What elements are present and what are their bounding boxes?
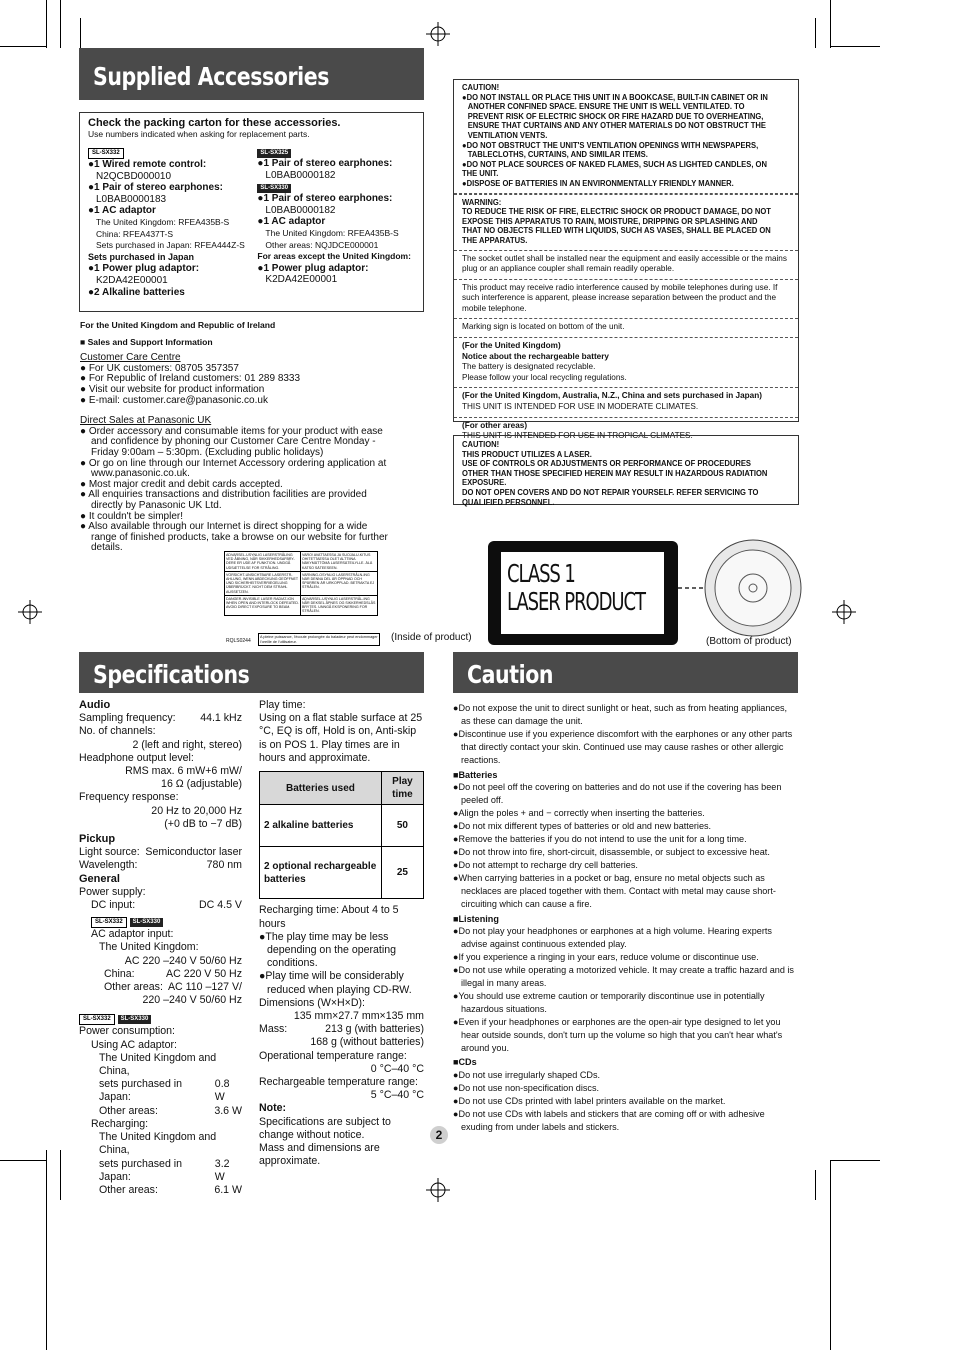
list-item[interactable]: ● E-mail: customer.care@panasonic.co.uk: [80, 394, 268, 406]
label-cell: ADVARSEL-USYNLIG LASERSTRÅL-ING NÅR DEKSEL ÅPNES OG SIKKERHEDSLÅS BRYTES. UNNGÅ EKSPONERING FOR STRÅLEN.: [302, 596, 376, 614]
accessory-code: L0BAB0000183: [96, 193, 167, 205]
accessory-label: ●2 Alkaline batteries: [88, 286, 185, 298]
table-header: Batteries used: [260, 772, 382, 805]
list-item: ● For UK customers: 08705 357357: [80, 362, 239, 374]
spec-label: Rechargeable temperature range:: [259, 1076, 419, 1089]
specs-audio-heading: Audio: [79, 699, 111, 711]
list-item: ●Do not play your headphones or earphones at a high volume. Hearing experts advise against continuous extended play.: [453, 926, 772, 950]
spec-label: Sampling frequency:: [79, 712, 176, 725]
radio-notice: This product may receive radio interference caused by mobile telephones during use. If such interference is apparent, please increase separation between the product and the mobile telephone.: [454, 280, 798, 320]
other-head: (For other areas): [462, 420, 528, 430]
laser-caution-text: THIS PRODUCT UTILIZES A LASER.: [462, 449, 592, 459]
spec-value: 44.1 kHz: [200, 712, 242, 725]
spec-value: 3.6 W: [214, 1104, 242, 1117]
tropical-text: THIS UNIT IS INTENDED FOR USE IN TROPICAL CLIMATES.: [462, 431, 693, 441]
support-heading: ■ Sales and Support Information: [80, 336, 213, 347]
list-item: ● All enquiries transactions and distribution facilities are provided directly by Panasonic UK Ltd.: [80, 489, 367, 511]
list-item: ●When carrying batteries in a pocket or bag, ensure no metal objects such as necklaces are placed together with them. Contact with metal may cause short-circuiting which can cause a fire.: [453, 872, 776, 909]
accessories-title: Supplied Accessories: [79, 48, 424, 100]
cds-heading: ■CDs: [453, 1057, 477, 1068]
spec-label: No. of channels:: [79, 725, 156, 738]
list-item: ●Do not use non-specification discs.: [453, 1083, 600, 1094]
list-item: ● Visit our website for product information: [80, 383, 265, 395]
note-heading: Note:: [259, 1102, 287, 1115]
play-time-table: [259, 771, 424, 899]
spec-label: China:: [104, 967, 135, 980]
uk-support-section: [80, 320, 390, 554]
laser-class-text: CLASS 1: [507, 559, 575, 588]
accessories-left-column: [88, 146, 257, 298]
model-tag: SL-SX332: [79, 1014, 115, 1025]
check-subtitle: Use numbers indicated when asking for replacement parts.: [88, 129, 310, 139]
accessory-code: L0BAB0000182: [265, 204, 336, 216]
uk-heading: For the United Kingdom and Republic of Ireland: [80, 320, 276, 330]
table-header: Play time: [381, 772, 423, 805]
spec-value: 168 g (without batteries): [310, 1036, 424, 1049]
accessory-label: ●1 Wired remote control:: [88, 159, 207, 170]
note-text: Specifications are subject to change without notice.: [259, 1115, 391, 1141]
spec-value: 6.1 W: [214, 1183, 242, 1196]
spec-label: Light source:: [79, 846, 140, 859]
spec-value: DC 4.5 V: [199, 899, 242, 912]
spec-label: Power supply:: [79, 885, 146, 898]
recharge-text: Please follow your local recycling regulations.: [462, 372, 627, 382]
spec-label: Other areas:: [99, 1183, 158, 1196]
list-item: ● For Republic of Ireland customers: 01 289 8333: [80, 373, 301, 385]
batteries-heading: ■Batteries: [453, 769, 498, 780]
label-cell: VARO! AVATTAESSA JA SUOJALU-KITUS OHITETTAESSA OLET ALTTIINA NÄKYMÄTTÖMÄ LASERSÄTEILYLLE. ÄLÄ KATSO SÄTEESEEN.: [301, 552, 377, 572]
spec-value: AC 110 –127 V/: [167, 981, 242, 994]
accessory-region: For areas except the United Kingdom:: [257, 251, 411, 262]
spec-value: 20 Hz to 20,000 Hz: [151, 804, 242, 817]
spec-value: Semiconductor laser: [145, 846, 242, 859]
label-cell: ADVARSEL-USYNLIG LASERSTRÅLING VED ÅBNING, NÅR SIKKERHEDSAFBRY-DERE ER UDE AF FUNKTION. UNDGÅ UDSÆTTELSE FOR STRÅLING.: [225, 552, 301, 572]
model-tag: SL-SX325: [257, 149, 291, 158]
accessory-label: ●1 Pair of stereo earphones:: [88, 182, 223, 194]
bottom-of-product-caption: (Bottom of product): [706, 636, 792, 647]
table-row: [260, 805, 424, 847]
accessory-code: K2DA42E00001: [265, 274, 338, 286]
spec-value: RMS max. 6 mW+6 mW/: [125, 765, 242, 778]
accessory-code: Other areas: NQJDCE000001: [265, 239, 379, 250]
accessory-code: K2DA42E00001: [96, 274, 168, 286]
page-number: 2: [430, 1126, 448, 1144]
label-code: RQLS0244: [226, 638, 251, 644]
laser-caution-title: CAUTION!: [462, 440, 500, 449]
laser-product-text: LASER PRODUCT: [507, 587, 645, 616]
note-text: Mass and dimensions are approximate.: [259, 1142, 380, 1168]
accessories-box: [79, 112, 424, 312]
list-item: ●Do not attempt to recharge dry cell batteries.: [453, 859, 638, 870]
spec-label: DC input:: [91, 899, 136, 912]
spec-value: 0 °C–40 °C: [370, 1062, 424, 1075]
list-item[interactable]: ● Or go on line through our Internet Accessory ordering application at www.panasonic.co.uk.: [80, 457, 387, 480]
accessory-label: ●1 AC adaptor: [88, 205, 156, 217]
list-item: ●Remove the batteries if you do not intend to use the unit for a long time.: [453, 834, 747, 845]
accessory-label: ●1 AC adaptor: [257, 216, 326, 228]
list-item: ●Align the poles + and − correctly when inserting the batteries.: [453, 808, 705, 819]
specs-left-column: [79, 699, 242, 1197]
warning-text: TO REDUCE THE RISK OF FIRE, ELECTRIC SHOCK OR PRODUCT DAMAGE, DO NOT EXPOSE THIS APPARATUS TO RAIN, MOISTURE, DRIPPING OR SPLASHING AND THAT NO OBJECTS FILLED WITH LIQUIDS, SUCH AS VASES, SHALL BE PLACED ON THE APPARATUS.: [462, 207, 771, 245]
accessory-code: L0BAB0000182: [265, 169, 336, 181]
warning-title: WARNING:: [462, 197, 502, 207]
recharge-text: The battery is designated recyclable.: [462, 362, 596, 372]
model-tag: SL-SX330: [118, 1015, 152, 1024]
care-centre-heading: Customer Care Centre: [80, 352, 181, 364]
spec-label: Using AC adaptor:: [91, 1038, 177, 1051]
list-item: ●Do not mix different types of batteries or old and new batteries.: [453, 821, 712, 832]
spec-label: Headphone output level:: [79, 751, 194, 764]
check-title: Check the packing carton for these accessories.: [88, 117, 341, 129]
list-item: ● Order accessory and consumable items for your product with ease and confidence by phoning our Customer Care Centre Monday - Friday 9:00am – 5:30pm. (Excluding public holidays): [80, 425, 383, 458]
spec-value: 213 g (with batteries): [325, 1023, 424, 1036]
list-item: ●Discontinue use if you experience discomfort with the earphones or any other parts that directly contact your skin. Continued use may cause rashes or other allergic reactions.: [453, 728, 793, 765]
specs-general-heading: General: [79, 872, 120, 885]
laser-warning-label: [224, 551, 378, 616]
uk-head: (For the United Kingdom): [462, 341, 561, 351]
caution-item: ●DISPOSE OF BATTERIES IN AN ENVIRONMENTALLY FRIENDLY MANNER.: [462, 178, 734, 188]
list-item: ●Do not peel off the covering on batteries and do not use if the covering has been peeled off.: [453, 782, 782, 806]
recharge-note: ●The play time may be less depending on the operating conditions.: [259, 930, 397, 970]
spec-value: 135 mm×27.7 mm×135 mm: [293, 1010, 424, 1023]
caution-title: CAUTION!: [462, 83, 500, 92]
listening-heading: ■Listening: [453, 913, 499, 924]
caution-item: ●DO NOT OBSTRUCT THE UNIT'S VENTILATION OPENINGS WITH NEWSPAPERS, TABLECLOTHS, CURTAINS, AND SIMILAR ITEMS.: [462, 140, 759, 160]
table-cell: 25: [381, 847, 423, 899]
label-cell: VORSICHT-UNSICHTBARE LASERSTR-AHLUNG, WENN ABDECKUNG GEÖFFNET UND SICHERHEITSVERRIEGELUNG ÜBERBRÜCKT. NICHT DEM STRAHL AUSSETZEN.: [225, 572, 301, 596]
class1-laser-label: [488, 541, 678, 645]
spec-label: Frequency response:: [79, 791, 179, 804]
caution-item: ●DO NOT PLACE SOURCES OF NAKED FLAMES, SUCH AS LIGHTED CANDLES, ON THE UNIT.: [462, 159, 767, 179]
recharge-title: Notice about the rechargeable battery: [462, 351, 609, 361]
laser-caution-text: DO NOT OPEN COVERS AND DO NOT REPAIR YOURSELF. REFER SERVICING TO QUALIFIED PERSONNEL.: [462, 487, 759, 507]
socket-notice: The socket outlet shall be installed near the equipment and easily accessible or the mains plug or an appliance coupler shall remain readily operable.: [454, 251, 798, 280]
list-item: ●Do not use irregularly shaped CDs.: [453, 1070, 601, 1081]
recharge-time: Recharging time: About 4 to 5 hours: [259, 904, 399, 930]
inside-of-product-caption: (Inside of product): [391, 632, 472, 643]
moderate-head: (For the United Kingdom, Australia, N.Z., China and sets purchased in Japan): [462, 391, 762, 401]
model-tag: SL-SX332: [88, 148, 124, 159]
caution-title: Caution: [453, 652, 798, 693]
spec-value: AC 220 V 50 Hz: [166, 967, 242, 980]
list-item: ●Do not use while operating a motorized vehicle. It may create a traffic hazard and is illegal in many areas.: [453, 965, 794, 989]
list-item: ●You should use extreme caution or temporarily discontinue use in potentially hazardous situations.: [453, 990, 765, 1014]
specifications-title: Specifications: [79, 652, 424, 693]
spec-label: Other areas:: [99, 1104, 158, 1117]
list-item: ● Also available through our Internet is direct shopping for a wide range of finished products, take a browse on our website for further details.: [80, 521, 388, 554]
list-item: ● Most major credit and debit cards accepted.: [80, 478, 283, 490]
spec-label: AC adaptor input:: [91, 928, 174, 941]
registration-mark-top: [426, 22, 450, 46]
marking-notice: Marking sign is located on bottom of the unit.: [454, 319, 798, 338]
label-cell: DANGER-INVISIBLE LASER RADIAT-ION WHEN OPEN AND INTERLOCK DEFEATED. AVOID DIRECT EXPOSURE TO BEAM.: [225, 596, 301, 615]
spec-label: Recharging:: [91, 1117, 149, 1130]
accessory-label: ●1 Power plug adaptor:: [88, 263, 200, 275]
spec-label: The United Kingdom:: [99, 941, 199, 954]
list-item: ●Do not use CDs with labels and stickers that are coming off or with adhesive exuding from under labels and stickers.: [453, 1109, 765, 1132]
model-tag: SL-SX330: [130, 918, 164, 927]
spec-label: Mass:: [259, 1023, 288, 1036]
accessory-code: The United Kingdom: RFEA435B-S: [265, 227, 399, 238]
specs-right-column: [259, 699, 424, 1168]
list-item: ●Do not expose the unit to direct sunlight or heat, such as from heating appliances, as these can damage the unit.: [453, 703, 788, 726]
spec-label: Play time:: [259, 699, 306, 711]
spec-label: Other areas:: [104, 981, 163, 994]
spec-value: AC 220 –240 V 50/60 Hz: [124, 954, 242, 967]
table-cell: 50: [381, 805, 423, 847]
spec-label: Operational temperature range:: [259, 1049, 407, 1062]
recharge-note: ●Play time will be considerably reduced when playing CD-RW.: [259, 970, 412, 996]
direct-sales-heading: Direct Sales at Panasonic UK: [80, 415, 212, 427]
label-cell: VARNING-OSYNLIG LASERSTRÅLN-ING NÄR DENNA DEL ÄR ÖPPNAD OCH SPÄRREN ÄR URKOPPLAD. BETRAKTA EJ STRÅLEN.: [301, 572, 377, 596]
list-item: ●Do not use CDs printed with label printers available on the market.: [453, 1096, 726, 1107]
registration-mark-left: [18, 600, 42, 624]
disc-drawing-icon: [678, 538, 804, 638]
label-french: A pleine puissance, l'écoute prolongée du baladeur peut endommager l'oreille de l'utilisateur.: [258, 633, 380, 646]
spec-label: Wavelength:: [79, 859, 138, 872]
spec-value: 2 (left and right, stereo): [132, 738, 242, 751]
registration-mark-right: [832, 600, 856, 624]
spec-label: Power consumption:: [79, 1025, 175, 1038]
spec-label: sets purchased in Japan:: [99, 1078, 183, 1104]
accessory-code: N2QCBD000010: [96, 170, 172, 182]
moderate-text: THIS UNIT IS INTENDED FOR USE IN MODERATE CLIMATES.: [462, 402, 699, 412]
spec-label: The United Kingdom and China,: [99, 1051, 217, 1078]
accessory-region: Sets purchased in Japan: [88, 251, 195, 262]
spec-value: (+0 dB to −7 dB): [164, 817, 242, 830]
caution-list: [453, 702, 799, 1134]
model-tag: SL-SX332: [91, 917, 127, 928]
spec-value: 220 –240 V 50/60 Hz: [142, 994, 242, 1007]
spec-label: Dimensions (W×H×D):: [259, 996, 365, 1009]
list-item: ●Do not throw into fire, short-circuit, disassemble, or subject to excessive heat.: [453, 846, 770, 857]
registration-mark-bottom: [426, 1178, 450, 1202]
accessory-code: China: RFEA437T-S: [96, 228, 174, 239]
accessory-code: Sets purchased in Japan: RFEA444Z-S: [96, 240, 245, 251]
play-time-text: Using on a flat stable surface at 25 °C, EQ is off, Hold is on, Anti-skip is on POS 1. Play times are in hours and approximate.: [259, 712, 423, 764]
table-cell: 2 alkaline batteries: [260, 805, 382, 847]
accessory-label: ●1 Power plug adaptor:: [257, 262, 369, 274]
caution-box: [453, 79, 799, 441]
caution-item: ●DO NOT INSTALL OR PLACE THIS UNIT IN A BOOKCASE, BUILT-IN CABINET OR IN ANOTHER CONFINED SPACE. ENSURE THE UNIT IS WELL VENTILATED. TO PREVENT RISK OF ELECTRIC SHOCK OR FIRE HAZARD DUE TO OVERHEATING, ENSURE THAT CURTAINS AND ANY OTHER MATERIALS DO NOT OBSTRUCT THE VENTILATION VENTS.: [462, 92, 768, 140]
accessory-label: ●1 Pair of stereo earphones:: [257, 158, 393, 169]
spec-label: sets purchased in Japan:: [99, 1157, 183, 1183]
model-tag: SL-SX330: [257, 184, 291, 193]
spec-value: 780 nm: [206, 859, 242, 872]
list-item: ●If you experience a ringing in your ears, reduce volume or discontinue use.: [453, 952, 759, 963]
spec-value: 16 Ω (adjustable): [161, 778, 242, 791]
spec-value: 0.8 W: [214, 1078, 230, 1104]
laser-caution-box: [453, 435, 799, 505]
list-item: ●Even if your headphones or earphones are the open-air type designed to let you hear outside sounds, don't turn up the volume so high that you can't hear what's around you.: [453, 1016, 783, 1053]
table-row: [260, 847, 424, 899]
accessory-code: The United Kingdom: RFEA435B-S: [96, 216, 230, 227]
laser-caution-text: USE OF CONTROLS OR ADJUSTMENTS OR PERFORMANCE OF PROCEDURES OTHER THAN THOSE SPECIFIED HEREIN MAY RESULT IN HAZARDOUS RADIATION EXPOSURE.: [462, 459, 768, 488]
accessories-right-column: [257, 146, 415, 298]
spec-value: 5 °C–40 °C: [370, 1089, 424, 1102]
list-item: ● It couldn't be simpler!: [80, 510, 184, 522]
table-cell: 2 optional rechargeable batteries: [260, 847, 382, 899]
spec-value: 3.2 W: [214, 1157, 230, 1183]
accessory-label: ●1 Pair of stereo earphones:: [257, 193, 393, 205]
specs-pickup-heading: Pickup: [79, 833, 116, 846]
spec-label: The United Kingdom and China,: [99, 1131, 217, 1157]
